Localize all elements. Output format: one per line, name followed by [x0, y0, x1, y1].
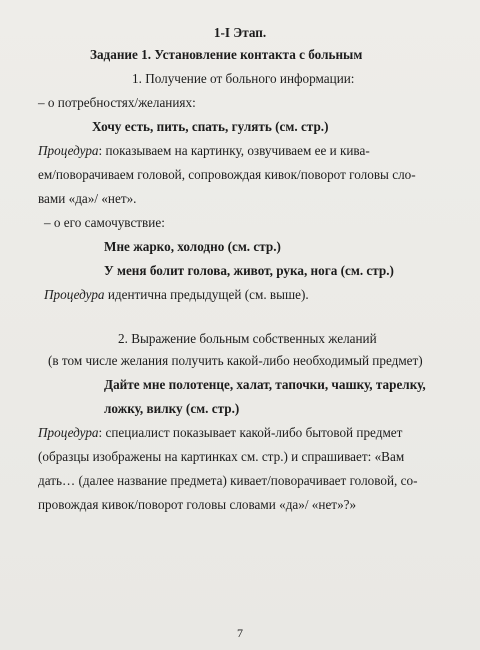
- procedure-label: Процедура: [38, 425, 99, 440]
- bullet-needs: – о потребностях/желаниях:: [38, 95, 196, 110]
- procedure2-line: Процедура идентична предыдущей (см. выше).: [44, 287, 309, 302]
- task-title: Задание 1. Установление контакта с больным: [90, 47, 363, 62]
- procedure-label: Процедура: [44, 287, 105, 302]
- procedure-label: Процедура: [38, 143, 99, 158]
- phrase-items-2: ложку, вилку (см. стр.): [104, 401, 240, 416]
- procedure1-line2: ем/поворачиваем головой, сопровождая кивок/поворот головы сло-: [38, 167, 416, 182]
- phrase-pain: У меня болит голова, живот, рука, нога (см. стр.): [104, 263, 394, 278]
- section2-sub: (в том числе желания получить какой-либо необходимый предмет): [48, 353, 423, 368]
- procedure3-line4: провождая кивок/поворот головы словами «да»/ «нет»?»: [38, 497, 357, 512]
- section1-title: 1. Получение от больного информации:: [132, 71, 355, 86]
- procedure3-line1: Процедура: специалист показывает какой-либо бытовой предмет: [38, 425, 403, 440]
- phrase-needs: Хочу есть, пить, спать, гулять (см. стр.): [92, 119, 329, 134]
- procedure1-line3: вами «да»/ «нет».: [38, 191, 137, 206]
- page-number: 7: [237, 626, 243, 640]
- stage-title: 1-I Этап.: [213, 25, 267, 40]
- bullet-wellbeing: – о его самочувствие:: [44, 215, 165, 230]
- phrase-items-1: Дайте мне полотенце, халат, тапочки, чашку, тарелку,: [104, 377, 426, 392]
- phrase-hot: Мне жарко, холодно (см. стр.): [104, 239, 281, 254]
- procedure1-line1: Процедура: показываем на картинку, озвучиваем ее и кива-: [38, 143, 370, 158]
- procedure3-line2: (образцы изображены на картинках см. стр.) и спрашивает: «Вам: [38, 449, 405, 464]
- section2-title: 2. Выражение больным собственных желаний: [118, 331, 377, 346]
- procedure3-line3: дать… (далее название предмета) кивает/поворачивает головой, со-: [38, 473, 418, 488]
